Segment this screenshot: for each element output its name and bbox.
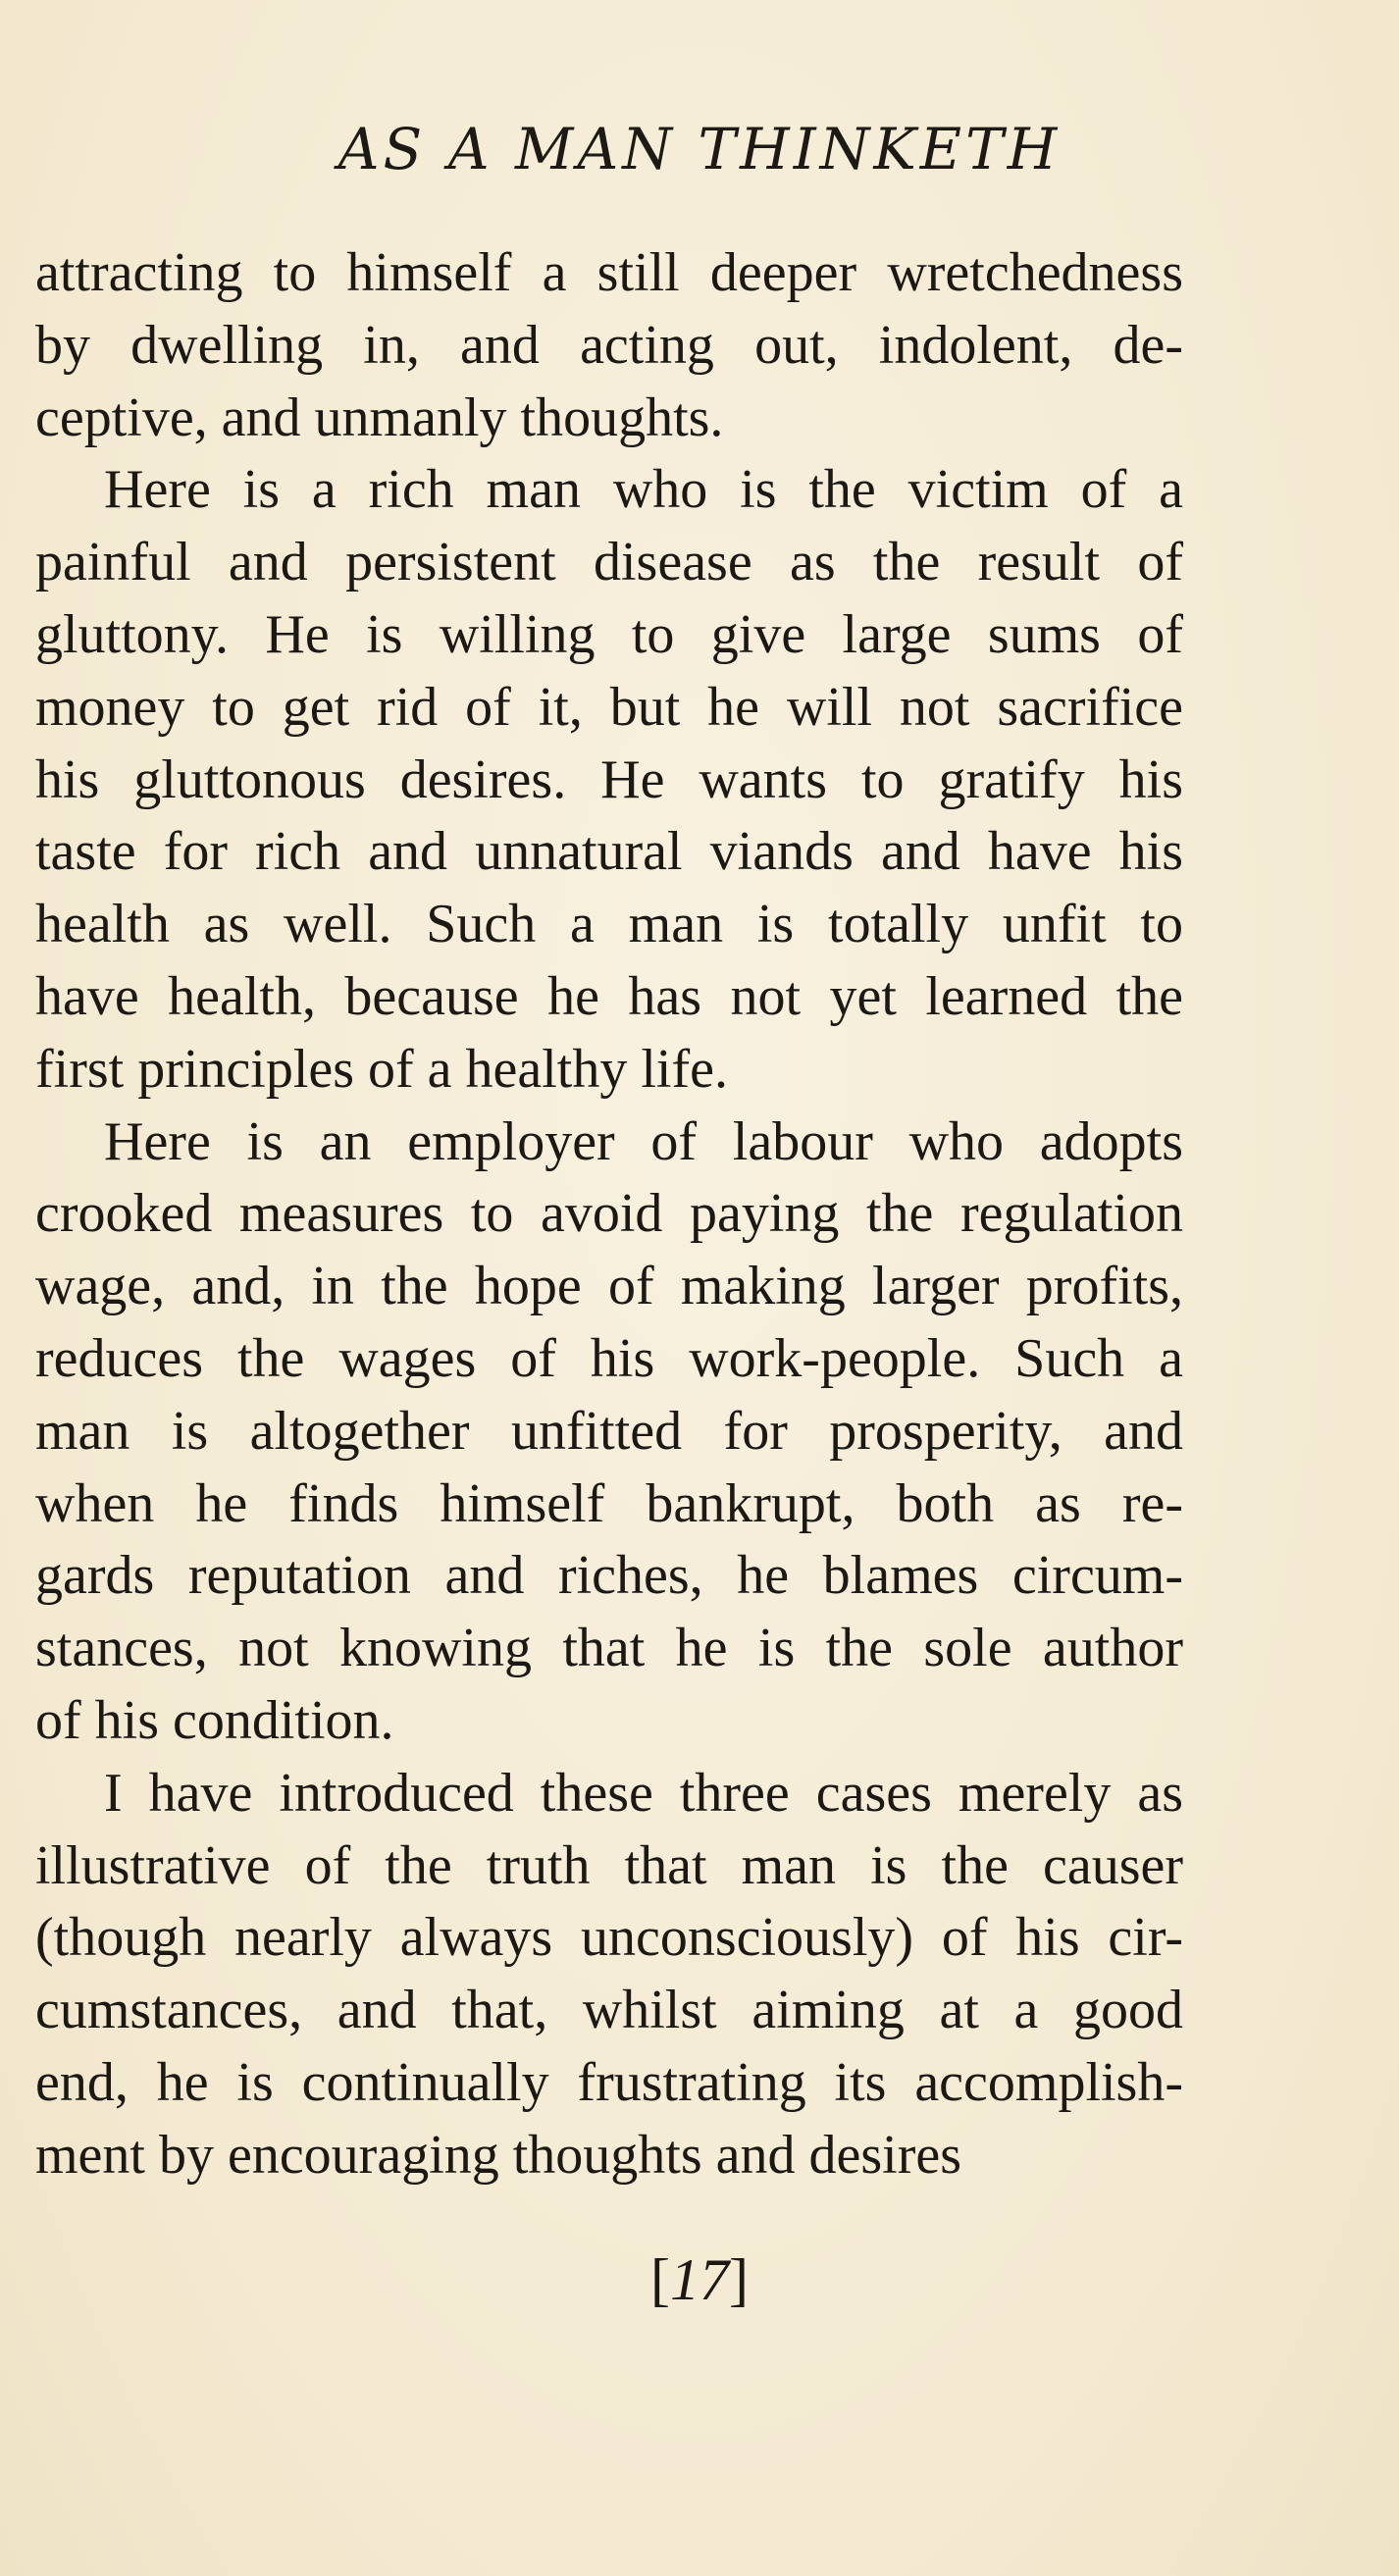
text-line: man is altogether unfitted for prosperity, and — [35, 1400, 1183, 1462]
text-line: have health, because he has not yet learned the — [35, 965, 1183, 1027]
text-line: Here is a rich man who is the victim of a — [104, 459, 1183, 521]
text-line: gluttony. He is willing to give large sums of — [35, 603, 1183, 665]
text-line: Here is an employer of labour who adopts — [104, 1110, 1183, 1172]
paragraph — [35, 454, 1183, 1106]
text-line: wage, and, in the hope of making larger profits, — [35, 1256, 1183, 1317]
paragraph — [35, 237, 1183, 454]
running-head: AS A MAN THINKETH — [337, 116, 1062, 182]
text-line: illustrative of the truth that man is the causer — [35, 1834, 1183, 1896]
text-line: his gluttonous desires. He wants to gratify his — [35, 748, 1183, 810]
text-line: when he finds himself bankrupt, both as re- — [35, 1472, 1183, 1534]
text-line: taste for rich and unnatural viands and have his — [35, 821, 1183, 883]
text-line: money to get rid of it, but he will not sacrifice — [35, 676, 1183, 738]
text-line: gards reputation and riches, he blames circum- — [35, 1545, 1183, 1607]
text-line: of his condition. — [35, 1689, 394, 1751]
text-line: ceptive, and unmanly thoughts. — [35, 386, 724, 448]
text-line: crooked measures to avoid paying the regulation — [35, 1183, 1183, 1245]
text-line: stances, not knowing that he is the sole author — [35, 1618, 1183, 1679]
text-line: (though nearly always unconsciously) of his cir- — [35, 1907, 1183, 1969]
text-line: cumstances, and that, whilst aiming at a good — [35, 1980, 1183, 2041]
text-line: first principles of a healthy life. — [35, 1038, 728, 1100]
text-line: painful and persistent disease as the result of — [35, 532, 1183, 593]
text-line: reduces the wages of his work-people. Such a — [35, 1327, 1183, 1389]
text-line: I have introduced these three cases merely as — [104, 1762, 1183, 1824]
text-line: by dwelling in, and acting out, indolent, de- — [35, 314, 1183, 376]
text-line: attracting to himself a still deeper wretchedness — [35, 242, 1183, 303]
page-number — [0, 2246, 1399, 2314]
paragraph — [35, 1758, 1183, 2192]
body-text — [35, 237, 1183, 2192]
text-line: end, he is continually frustrating its accomplish- — [35, 2051, 1183, 2113]
folio-close-bracket: ] — [729, 2247, 749, 2312]
text-line: health as well. Such a man is totally unfit to — [35, 894, 1183, 955]
folio-open-bracket: [ — [650, 2247, 670, 2312]
folio-number: 17 — [670, 2247, 729, 2312]
paragraph — [35, 1107, 1183, 1758]
text-line: ment by encouraging thoughts and desires — [35, 2124, 962, 2186]
